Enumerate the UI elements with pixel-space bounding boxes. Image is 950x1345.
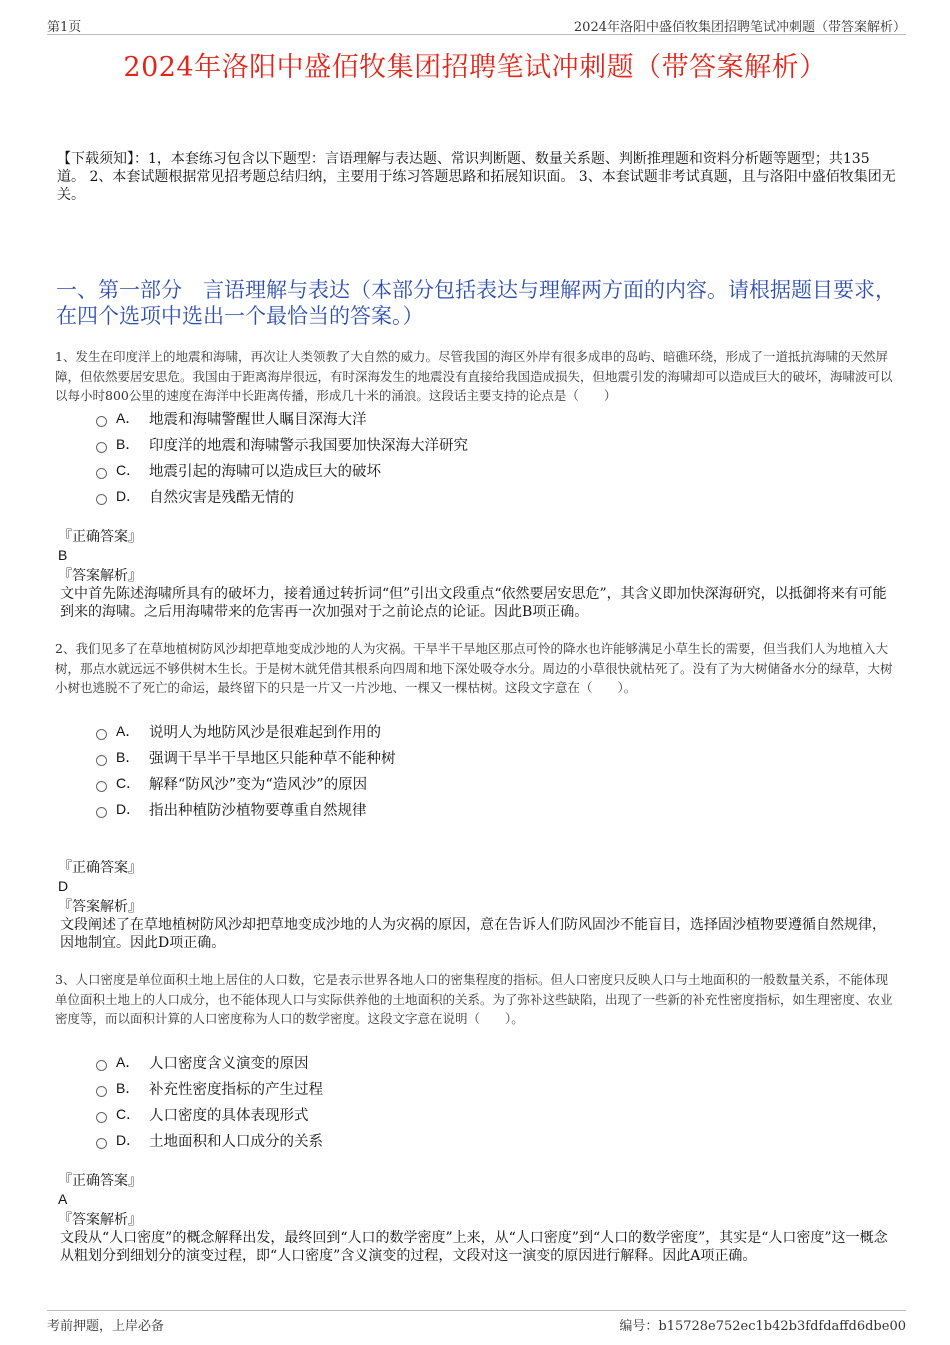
page-footer — [47, 1310, 906, 1333]
answer-value: B — [58, 547, 68, 563]
page-title: 2024年洛阳中盛佰牧集团招聘笔试冲刺题（带答案解析） — [123, 52, 827, 83]
answer-label: 『正确答案』 — [58, 1173, 142, 1189]
radio-icon[interactable] — [96, 1086, 107, 1097]
explanation-label: 『答案解析』 — [58, 1212, 142, 1228]
radio-icon[interactable] — [96, 807, 107, 818]
explanation-text: 文段阐述了在草地植树防风沙却把草地变成沙地的人为灾祸的原因，意在告诉人们防风固沙不能盲目，选择固沙植物要遵循自然规律，因地制宜。因此D项正确。 — [60, 917, 886, 951]
option-a[interactable]: A． 人口密度含义演变的原因 — [96, 1049, 696, 1075]
option-b[interactable]: B． 补充性密度指标的产生过程 — [96, 1075, 696, 1101]
option-a[interactable]: A． 说明人为地防风沙是很难起到作用的 — [96, 718, 696, 744]
option-b[interactable]: B． 印度洋的地震和海啸警示我国要加快深海大洋研究 — [96, 431, 696, 457]
option-a[interactable]: A． 地震和海啸警醒世人瞩目深海大洋 — [96, 405, 696, 431]
explanation-label: 『答案解析』 — [58, 899, 142, 915]
page-number: 第1页 — [47, 20, 82, 35]
option-c[interactable]: C． 解释“防风沙”变为“造风沙”的原因 — [96, 770, 696, 796]
header-doc-title: 2024年洛阳中盛佰牧集团招聘笔试冲刺题（带答案解析） — [573, 20, 906, 35]
option-d[interactable]: D． 土地面积和人口成分的关系 — [96, 1127, 696, 1153]
answer-label: 『正确答案』 — [58, 529, 142, 545]
explanation-text: 文中首先陈述海啸所具有的破坏力，接着通过转折词“但”引出文段重点“依然要居安思危”，其含义即加快深海研究，以抵御将来有可能到来的海啸。之后用海啸带来的危害再一次加强对于之前论点的论证。因此B项正确。 — [60, 586, 887, 620]
question-1-text: 1、发生在印度洋上的地震和海啸，再次让人类领教了大自然的威力。尽管我国的海区外岸有很多成串的岛屿、暗礁环绕，形成了一道抵抗海啸的天然屏障，但依然要居安思危。我国由于距离海岸很远，有时深海发生的地震没有直接给我国造成损失，但地震引发的海啸却可以造成巨大的破坏，海啸波可以以每小时800公里的速度在海洋中长距离传播，形成几十米的涌浪。这段话主要支持的论点是（ ） — [55, 349, 893, 403]
footer-slogan: 考前押题，上岸必备 — [47, 1319, 165, 1334]
option-c[interactable]: C． 人口密度的具体表现形式 — [96, 1101, 696, 1127]
question-2-options — [96, 718, 696, 822]
option-c[interactable]: C． 地震引起的海啸可以造成巨大的破坏 — [96, 457, 696, 483]
option-b[interactable]: B． 强调干旱半干旱地区只能种草不能种树 — [96, 744, 696, 770]
explanation-text: 文段从“人口密度”的概念解释出发，最终回到“人口的数学密度”上来，从“人口密度”到“人口的数学密度”，其实是“人口密度”这一概念从粗划分到细划分的演变过程，即“人口密度”含义演变的过程，文段对这一演变的原因进行解释。因此A项正确。 — [60, 1230, 888, 1264]
radio-icon[interactable] — [96, 1060, 107, 1071]
answer-value: D — [58, 878, 69, 894]
option-d[interactable]: D． 指出种植防沙植物要尊重自然规律 — [96, 796, 696, 822]
radio-icon[interactable] — [96, 1112, 107, 1123]
page-header — [47, 14, 906, 35]
option-d[interactable]: D． 自然灾害是残酷无情的 — [96, 483, 696, 509]
question-1-answer-block — [58, 528, 898, 621]
radio-icon[interactable] — [96, 468, 107, 479]
download-notice: 【下载须知】：1，本套练习包含以下题型：言语理解与表达题、常识判断题、数量关系题、判断推理题和资料分析题等题型；共135道。 2、本套试题根据常见招考题总结归纳，主要用于练习答题思路和拓展知识面。 3、本套试题非考试真题，且与洛阳中盛佰牧集团无关。 — [57, 151, 896, 203]
question-3-text: 3、人口密度是单位面积土地上居住的人口数，它是表示世界各地人口的密集程度的指标。但人口密度只反映人口与土地面积的一般数量关系，不能体现单位面积土地上的人口成分，也不能体现人口与实际供养他的土地面积的关系。为了弥补这些缺陷，出现了一些新的补充性密度指标，如生理密度、农业密度等，而以面积计算的人口密度称为人口的数学密度。这段文字意在说明（ ）。 — [55, 972, 893, 1026]
question-2-answer-block — [58, 859, 898, 952]
question-3-options — [96, 1049, 696, 1153]
footer-serial: 编号：b15728e752ec1b42b3fdfdaffd6dbe00 — [619, 1319, 906, 1334]
radio-icon[interactable] — [96, 729, 107, 740]
radio-icon[interactable] — [96, 494, 107, 505]
explanation-label: 『答案解析』 — [58, 568, 142, 584]
section-heading: 一、第一部分 言语理解与表达（本部分包括表达与理解两方面的内容。请根据题目要求，在四个选项中选出一个最恰当的答案。） — [56, 278, 896, 328]
question-2-text: 2、我们见多了在草地植树防风沙却把草地变成沙地的人为灾祸。干旱半干旱地区那点可怜的降水也许能够满足小草生长的需要，但当我们人为地植入大树，那点水就远远不够供树木生长。于是树木就凭借其根系向四周和地下深处吸夺水分。周边的小草很快就枯死了。没有了为大树储备水分的绿草，大树小树也逃脱不了死亡的命运，最终留下的只是一片又一片沙地、一棵又一棵枯树。这段文字意在（ ）。 — [55, 641, 893, 695]
radio-icon[interactable] — [96, 1138, 107, 1149]
question-3-answer-block — [58, 1172, 898, 1265]
radio-icon[interactable] — [96, 755, 107, 766]
answer-value: A — [58, 1191, 68, 1207]
radio-icon[interactable] — [96, 416, 107, 427]
answer-label: 『正确答案』 — [58, 860, 142, 876]
radio-icon[interactable] — [96, 781, 107, 792]
radio-icon[interactable] — [96, 442, 107, 453]
question-1-options — [96, 405, 696, 509]
